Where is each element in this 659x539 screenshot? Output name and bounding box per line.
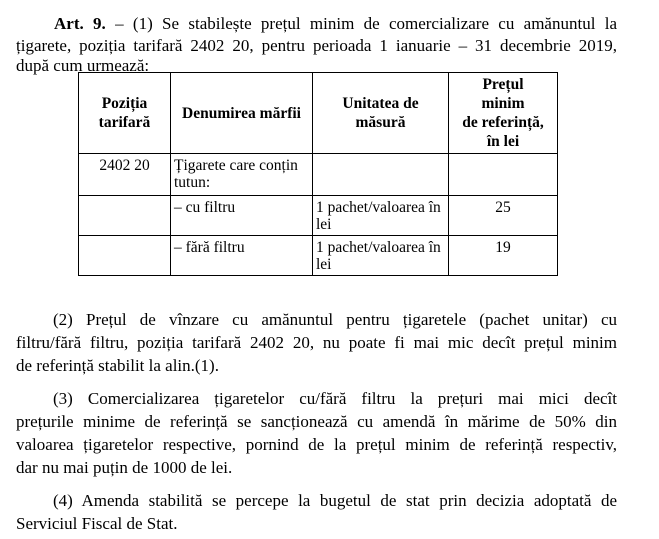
cell-denumirea	[171, 154, 313, 196]
cell-denumirea	[171, 236, 313, 276]
paragraph-3-line-3: valoarea țigaretelor respective, pornind de la prețul minim de referință respectiv,	[16, 435, 617, 454]
article-label: Art. 9.	[54, 14, 106, 33]
cell-unitatea-line1: 1 pachet/valoarea în	[316, 199, 441, 216]
cell-pozitia	[79, 196, 171, 236]
header-pret-line1: Prețul	[482, 76, 524, 93]
header-pret-line4: în lei	[486, 133, 520, 150]
header-pozitia	[79, 73, 171, 154]
header-denumirea	[171, 73, 313, 154]
cell-denumirea	[171, 196, 313, 236]
table-header-row	[79, 73, 558, 154]
paragraph-2-line-1: (2) Prețul de vînzare cu amănuntul pentru țigaretele (pachet unitar) cu	[53, 310, 617, 329]
cell-unitatea-line1: 1 pachet/valoarea în	[316, 239, 441, 256]
table-row	[79, 236, 558, 276]
article-line-1-text: – (1) Se stabilește prețul minim de comercializare cu amănuntul la	[105, 14, 618, 33]
cell-denumirea-line1: Țigarete care conțin	[174, 157, 298, 174]
cell-pret-text: 25	[495, 199, 511, 216]
cell-denumirea-line2: tutun:	[174, 174, 211, 191]
paragraph-3-line-4: dar nu mai puțin de 1000 de lei.	[16, 458, 233, 477]
header-pozitia-line1: Poziția	[101, 95, 148, 112]
cell-pozitia	[79, 236, 171, 276]
paragraph-2-line-2: filtru/fără filtru, poziția tarifară 2402 20, nu poate fi mai mic decît prețul minim	[16, 333, 617, 352]
header-unitatea-line2: măsură	[355, 114, 406, 131]
paragraph-4-line-1: (4) Amenda stabilită se percepe la bugetul de stat prin decizia adoptată de	[53, 491, 617, 510]
price-table	[78, 72, 558, 276]
header-unitatea	[313, 73, 449, 154]
article-line-2: țigarete, poziția tarifară 2402 20, pentru perioada 1 ianuarie – 31 decembrie 2019,	[16, 36, 617, 55]
paragraph-3-line-1: (3) Comercializarea țigaretelor cu/fără filtru la prețuri mai mici decît	[53, 389, 617, 408]
paragraph-2-line-3: de referință stabilit la alin.(1).	[16, 356, 219, 375]
cell-pret-text: 19	[495, 239, 511, 256]
header-pozitia-line2: tarifară	[98, 114, 151, 131]
header-denumirea-text: Denumirea mărfii	[182, 104, 301, 122]
cell-denumirea-text: – fără filtru	[174, 239, 245, 256]
cell-pret	[449, 154, 558, 196]
article-line-1	[54, 14, 617, 34]
cell-pret	[449, 196, 558, 236]
cell-denumirea-text: – cu filtru	[174, 199, 236, 216]
cell-unitatea	[313, 236, 449, 276]
paragraph-4-line-2: Serviciul Fiscal de Stat.	[16, 514, 178, 533]
cell-unitatea-line2: lei	[316, 216, 332, 233]
header-pret-line3: de referință,	[462, 114, 544, 131]
header-pret	[449, 73, 558, 154]
cell-pret	[449, 236, 558, 276]
article-line-3: după cum urmează:	[16, 56, 150, 75]
cell-unitatea	[313, 154, 449, 196]
header-unitatea-line1: Unitatea de	[342, 95, 419, 112]
table-row	[79, 196, 558, 236]
cell-unitatea	[313, 196, 449, 236]
cell-pozitia-text: 2402 20	[99, 157, 150, 174]
paragraph-3-line-2: prețurile minime de referință se sancționează cu amendă în mărime de 50% din	[16, 412, 617, 431]
cell-pozitia	[79, 154, 171, 196]
table-row	[79, 154, 558, 196]
cell-unitatea-line2: lei	[316, 256, 332, 273]
header-pret-line2: minim	[481, 95, 525, 112]
